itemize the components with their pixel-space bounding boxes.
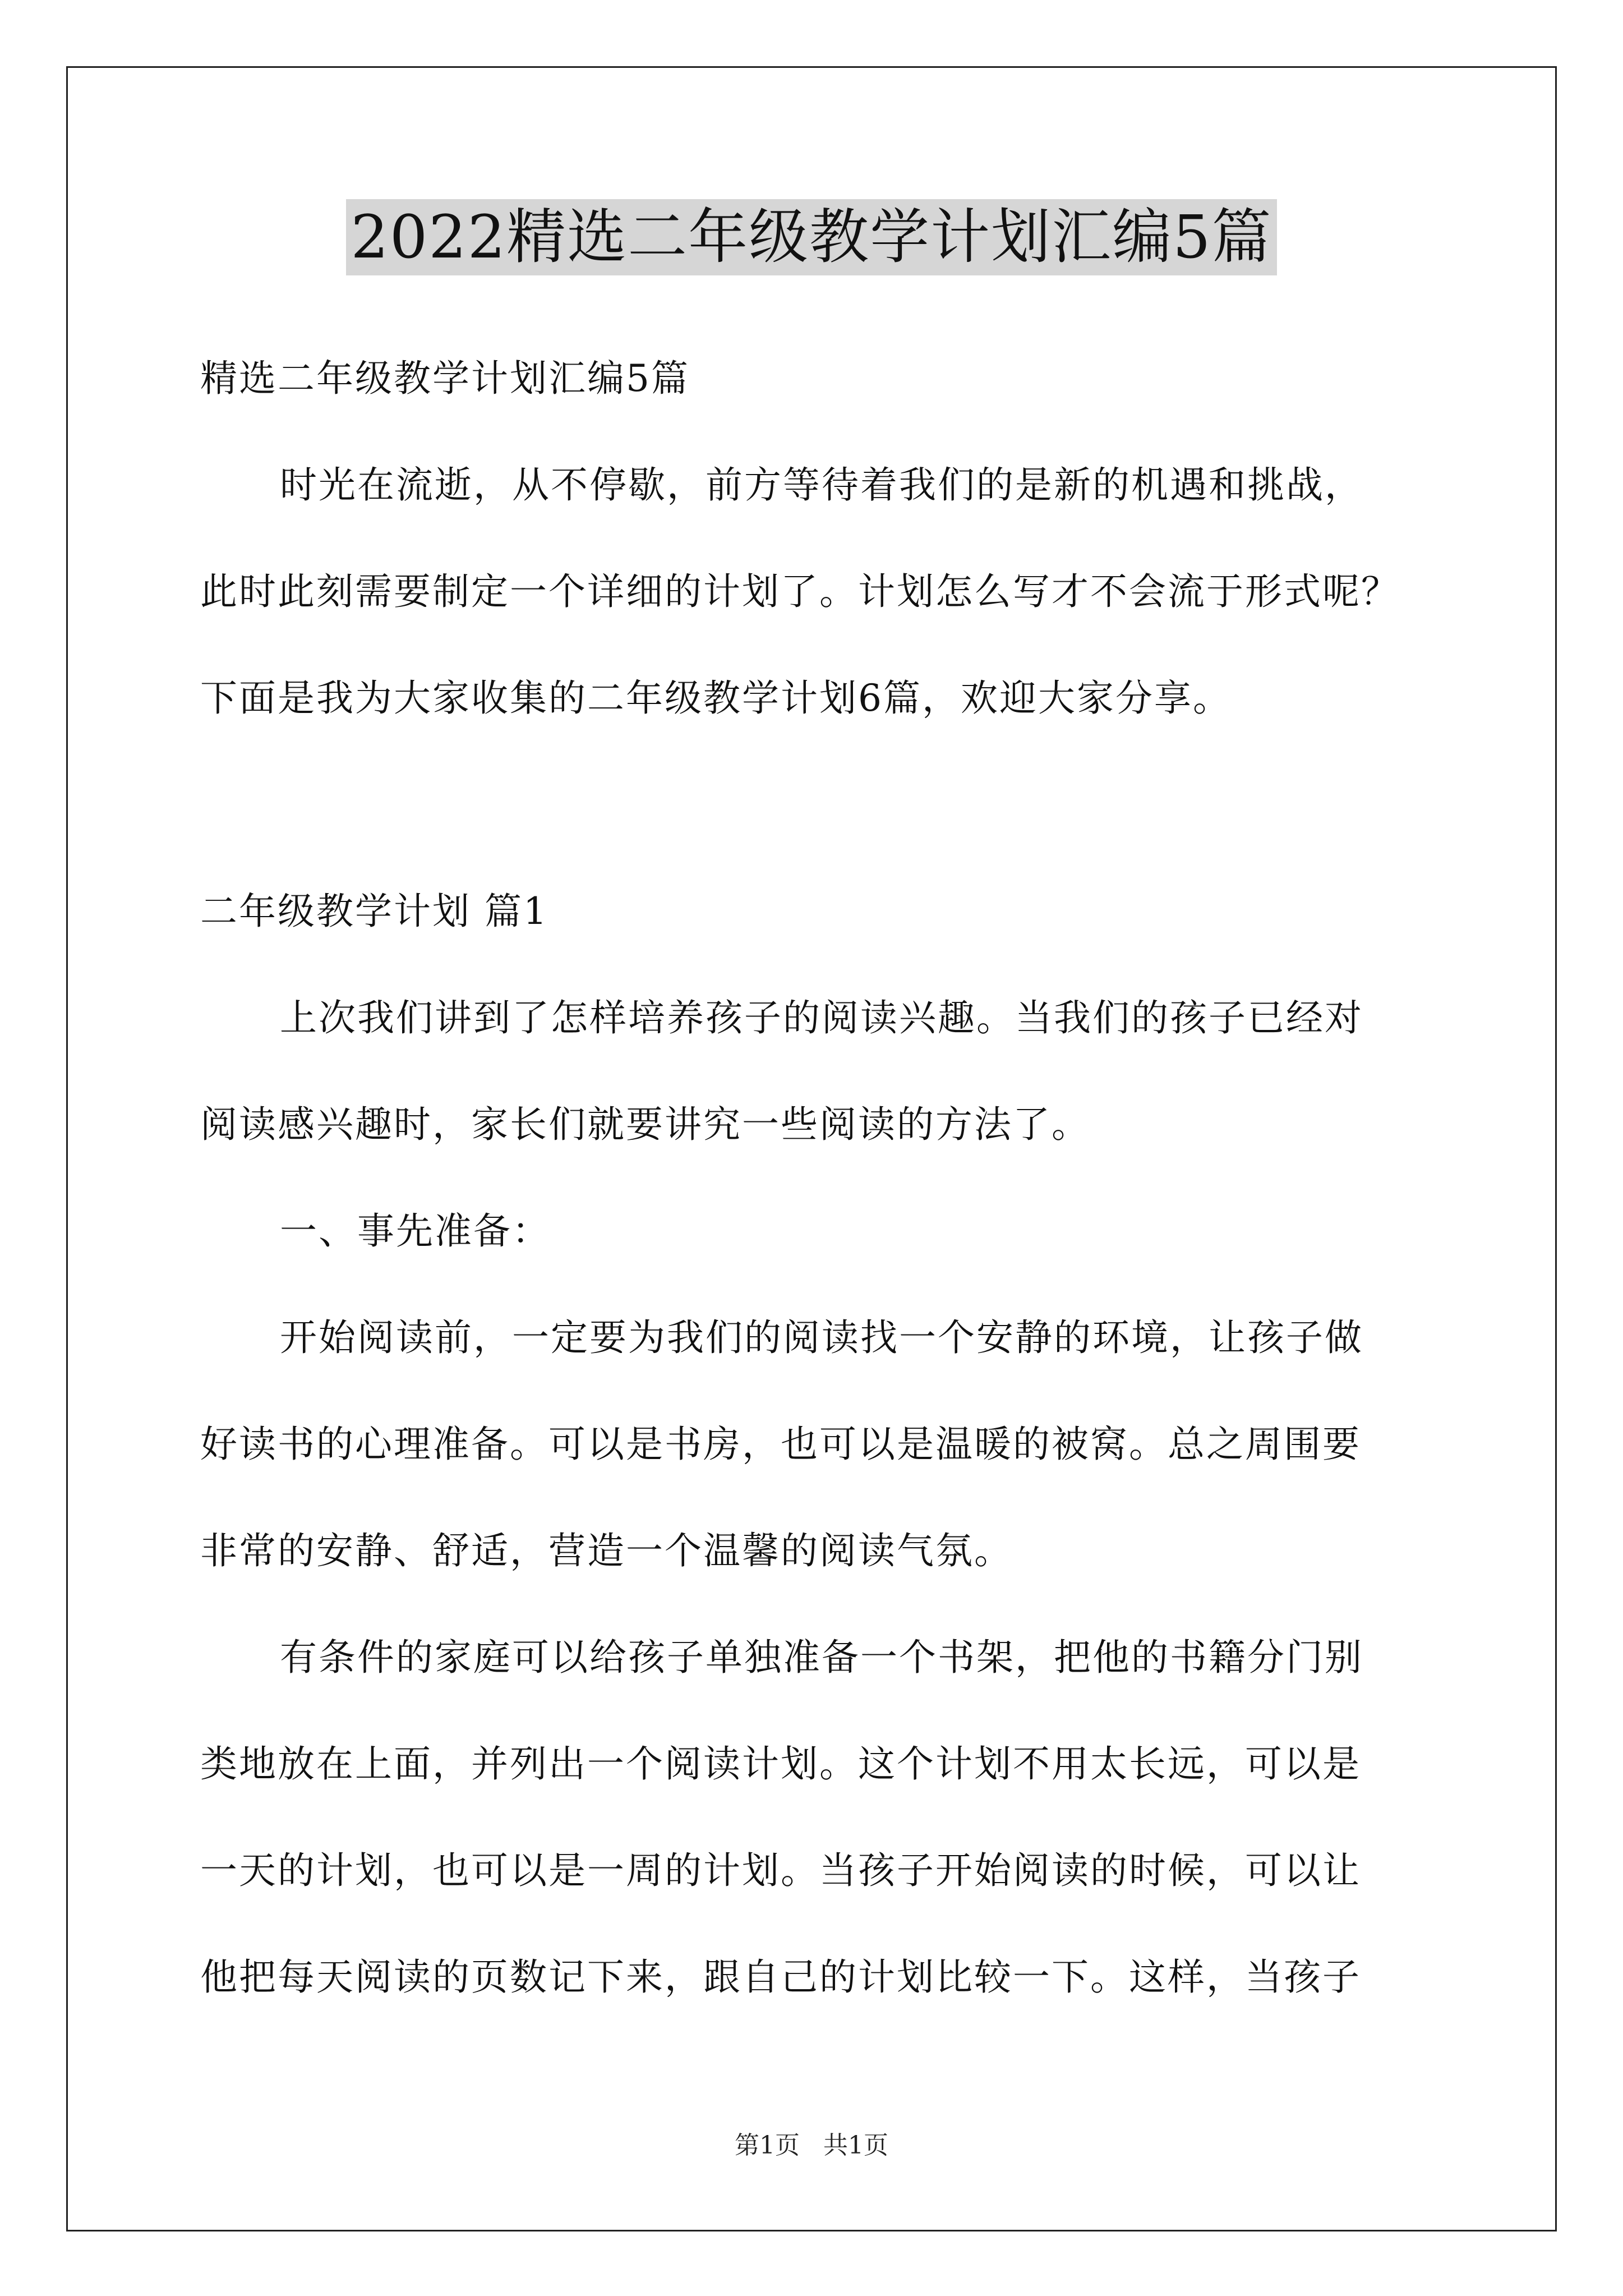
document-title: 2022精选二年级教学计划汇编5篇	[346, 199, 1276, 275]
paragraph-line: 此时此刻需要制定一个详细的计划了。计划怎么写才不会流于形式呢？	[200, 570, 1400, 613]
paragraph-line: 下面是我为大家收集的二年级教学计划6篇，欢迎大家分享。	[200, 677, 1232, 720]
paragraph-line: 好读书的心理准备。可以是书房，也可以是温暖的被窝。总之周围要	[200, 1423, 1361, 1466]
subtitle-line: 精选二年级教学计划汇编5篇	[200, 357, 690, 400]
paragraph-line: 上次我们讲到了怎样培养孩子的阅读兴趣。当我们的孩子已经对	[280, 996, 1363, 1039]
paragraph-line: 开始阅读前，一定要为我们的阅读找一个安静的环境，让孩子做	[280, 1316, 1363, 1359]
paragraph-line: 阅读感兴趣时，家长们就要讲究一些阅读的方法了。	[200, 1103, 1090, 1146]
paragraph-line: 他把每天阅读的页数记下来，跟自己的计划比较一下。这样，当孩子	[200, 1955, 1361, 1999]
section-heading: 二年级教学计划 篇1	[200, 890, 548, 933]
paragraph-line: 非常的安静、舒适，营造一个温馨的阅读气氛。	[200, 1529, 1013, 1572]
page-number: 第1页	[735, 2131, 800, 2160]
paragraph-line: 一天的计划，也可以是一周的计划。当孩子开始阅读的时候，可以让	[200, 1849, 1361, 1892]
paragraph-line: 有条件的家庭可以给孩子单独准备一个书架，把他的书籍分门别	[280, 1636, 1363, 1679]
subsection-heading: 一、事先准备：	[280, 1209, 551, 1253]
title-container	[0, 199, 1623, 275]
paragraph-line: 类地放在上面，并列出一个阅读计划。这个计划不用太长远，可以是	[200, 1742, 1361, 1786]
page-total: 共1页	[823, 2131, 888, 2160]
paragraph-line: 时光在流逝，从不停歇，前方等待着我们的是新的机遇和挑战，	[280, 463, 1363, 507]
page-footer	[0, 2129, 1623, 2162]
